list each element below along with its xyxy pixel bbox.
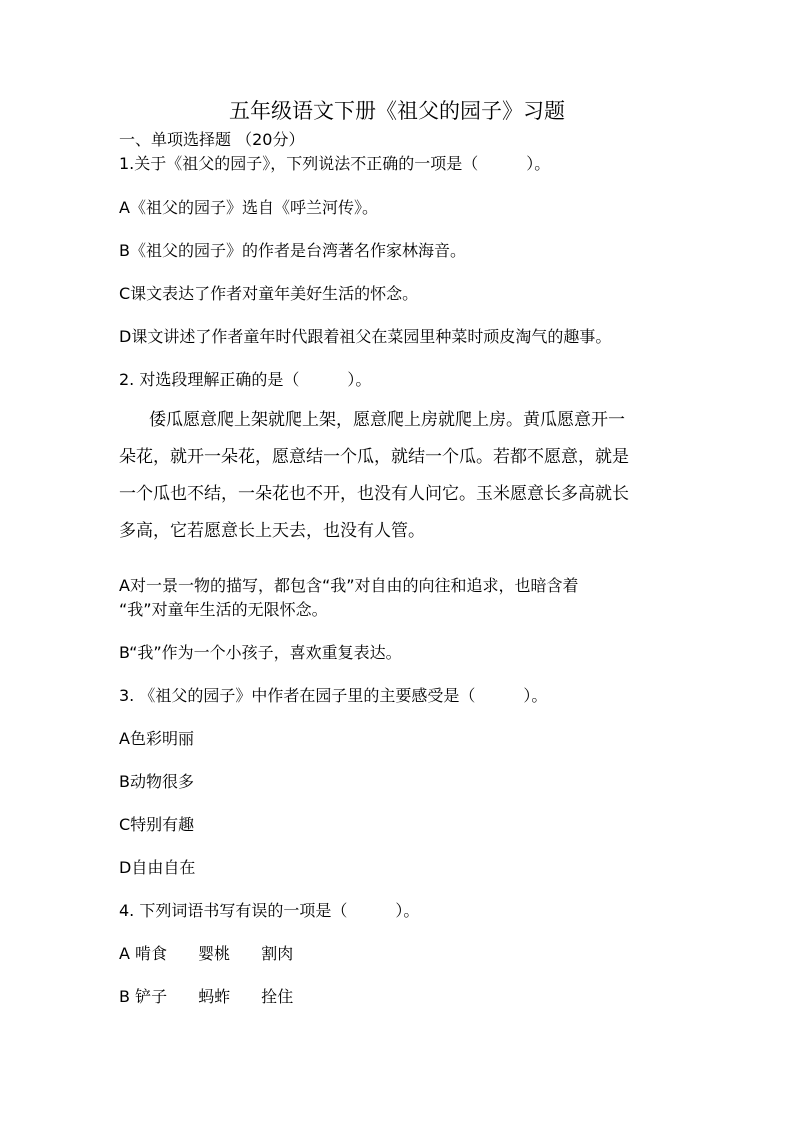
q4-stem: 4. 下列词语书写有误的一项是（ ）。 xyxy=(119,901,420,920)
q3-stem: 3. 《祖父的园子》中作者在园子里的主要感受是（ ）。 xyxy=(119,686,548,705)
option-word: 婴桃 xyxy=(198,944,231,963)
q3-option-d: D自由自在 xyxy=(119,858,196,877)
q1-option-d: D课文讲述了作者童年时代跟着祖父在菜园里种菜时顽皮淘气的趣事。 xyxy=(119,327,612,346)
passage-line: 一个瓜也不结，一朵花也不开，也没有人问它。玉米愿意长多高就长 xyxy=(119,484,629,504)
passage-line: 朵花，就开一朵花，愿意结一个瓜，就结一个瓜。若都不愿意，就是 xyxy=(119,447,629,467)
q2-option-a-line2: “我”对童年生活的无限怀念。 xyxy=(119,600,328,619)
q2-option-a-line1: A对一景一物的描写，都包含“我”对自由的向往和追求，也暗含着 xyxy=(119,576,579,595)
passage-line: 多高，它若愿意长上天去，也没有人管。 xyxy=(119,521,425,541)
q3-option-b: B动物很多 xyxy=(119,772,194,791)
option-word: 铲子 xyxy=(135,987,168,1006)
q3-option-a: A色彩明丽 xyxy=(119,729,194,748)
q1-option-c: C课文表达了作者对童年美好生活的怀念。 xyxy=(119,284,419,303)
option-letter: A xyxy=(119,944,130,963)
q2-option-b: B“我”作为一个小孩子，喜欢重复表达。 xyxy=(119,643,402,662)
q2-passage xyxy=(119,402,679,550)
option-word: 割肉 xyxy=(261,944,294,963)
section-heading: 一、单项选择题 （20分） xyxy=(119,130,305,149)
q4-option-b xyxy=(119,985,293,1009)
option-word: 拴住 xyxy=(261,987,294,1006)
q1-stem: 1.关于《祖父的园子》，下列说法不正确的一项是（ ）。 xyxy=(119,154,551,173)
option-word: 蚂蚱 xyxy=(198,987,231,1006)
page-title: 五年级语文下册《祖父的园子》习题 xyxy=(229,99,565,123)
q1-option-a: A《祖父的园子》选自《呼兰河传》。 xyxy=(119,198,378,217)
option-letter: B xyxy=(119,987,130,1006)
q4-option-a xyxy=(119,942,293,966)
passage-line: 倭瓜愿意爬上架就爬上架，愿意爬上房就爬上房。黄瓜愿意开一 xyxy=(149,410,625,430)
option-word: 啃食 xyxy=(135,944,168,963)
q3-option-c: C特别有趣 xyxy=(119,815,195,834)
q2-stem: 2. 对选段理解正确的是（ ）。 xyxy=(119,370,372,389)
q1-option-b: B《祖父的园子》的作者是台湾著名作家林海音。 xyxy=(119,241,466,260)
